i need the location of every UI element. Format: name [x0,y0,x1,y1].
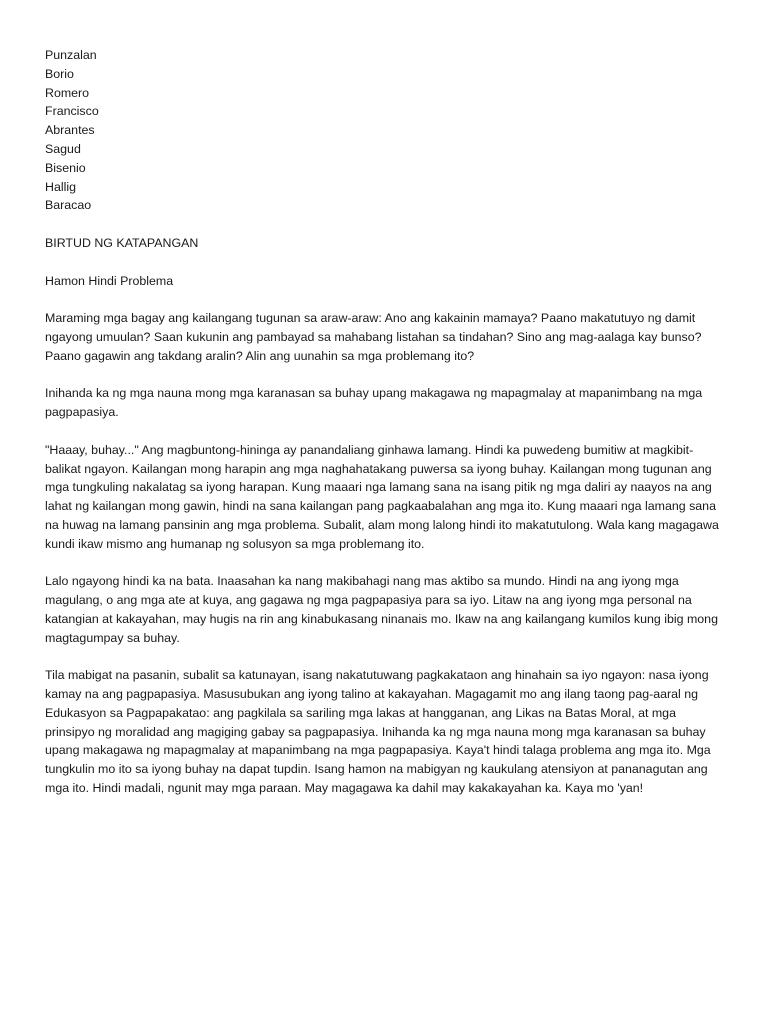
body-paragraph: "Haaay, buhay..." Ang magbuntong-hininga ay panandaliang ginhawa lamang. Hindi ka puwedeng bumitiw at magkibit-balikat ngayon. Kailangan mong harapin ang mga naghahatakang puwersa sa iyong buhay. Kailangan mong tugunan ang mga tungkuling nakalatag sa iyong harapan. Kung maaari nga lamang sana na isang pitik ng mga daliri ay naayos na ang lahat ng kailangan mong gawin, hindi na sana kailangan pang pagkaabalahan ang mga ito. Kung maaari nga lamang sana na huwag na lamang pansinin ang mga problema. Subalit, alam mong lalong hindi ito makatutulong. Wala kang magagawa kundi ikaw mismo ang humanap ng solusyon sa mga problemang ito. [45,442,719,551]
member-name: Sagud [45,141,81,156]
body-paragraph: Tila mabigat na pasanin, subalit sa katunayan, isang nakatutuwang pagkakataon ang hinahain sa iyo ngayon: nasa iyong kamay na ang pagpapasiya. Masusubukan ang iyong talino at kakayahan. Magagamit mo ang ilang taong pag-aaral ng Edukasyon sa Pagpapakatao: ang pagkilala sa sariling mga lakas at hangganan, ang Likas na Batas Moral, at mga prinsipyo ng moralidad ang magiging gabay sa pagpapasiya. Inihanda ka ng mga nauna mong mga karanasan sa buhay upang makagawa ng mapagmalay at mapanimbang na mga pagpapasiya. Kaya't hindi talaga problema ang mga ito. Mga tungkulin mo ito sa iyong buhay na dapat tupdin. Isang hamon na mabigyan ng kaukulang atensiyon at pananagutan ang mga ito. Hindi madali, ngunit may mga paraan. May magagawa ka dahil may kakakayahan ka. Kaya mo 'yan! [45,668,711,796]
member-name: Borio [45,66,74,81]
document-page [45,46,725,798]
member-name: Bisenio [45,160,86,175]
group-member-names [45,46,725,215]
member-name: Francisco [45,104,99,119]
document-subtitle: Hamon Hindi Problema [45,273,174,288]
member-name: Hallig [45,179,76,194]
body-paragraph: Lalo ngayong hindi ka na bata. Inaasahan ka nang makibahagi nang mas aktibo sa mundo. Hindi na ang iyong mga magulang, o ang mga ate at kuya, ang gagawa ng mga pagpapasiya para sa iyo. Litaw na ang iyong mga personal na katangian at kakayahan, may hugis na rin ang kinabukasang ninanais mo. Ikaw na ang kailangang kumilos kung ibig mong magtagumpay sa buhay. [45,574,718,645]
member-name: Baracao [45,198,92,213]
member-name: Punzalan [45,48,97,62]
member-name: Romero [45,85,90,100]
document-title: BIRTUD NG KATAPANGAN [45,235,199,250]
body-paragraph: Maraming mga bagay ang kailangang tugunan sa araw-araw: Ano ang kakainin mamaya? Paano makatutuyo ng damit ngayong umuulan? Saan kukunin ang pambayad sa mahabang listahan sa tindahan? Sino ang mag-aalaga kay bunso? Paano gagawin ang takdang aralin? Alin ang uunahin sa mga problemang ito? [45,311,702,363]
body-paragraph: Inihanda ka ng mga nauna mong mga karanasan sa buhay upang makagawa ng mapagmalay at mapanimbang na mga pagpapasiya. [45,386,703,420]
member-name: Abrantes [45,123,95,138]
